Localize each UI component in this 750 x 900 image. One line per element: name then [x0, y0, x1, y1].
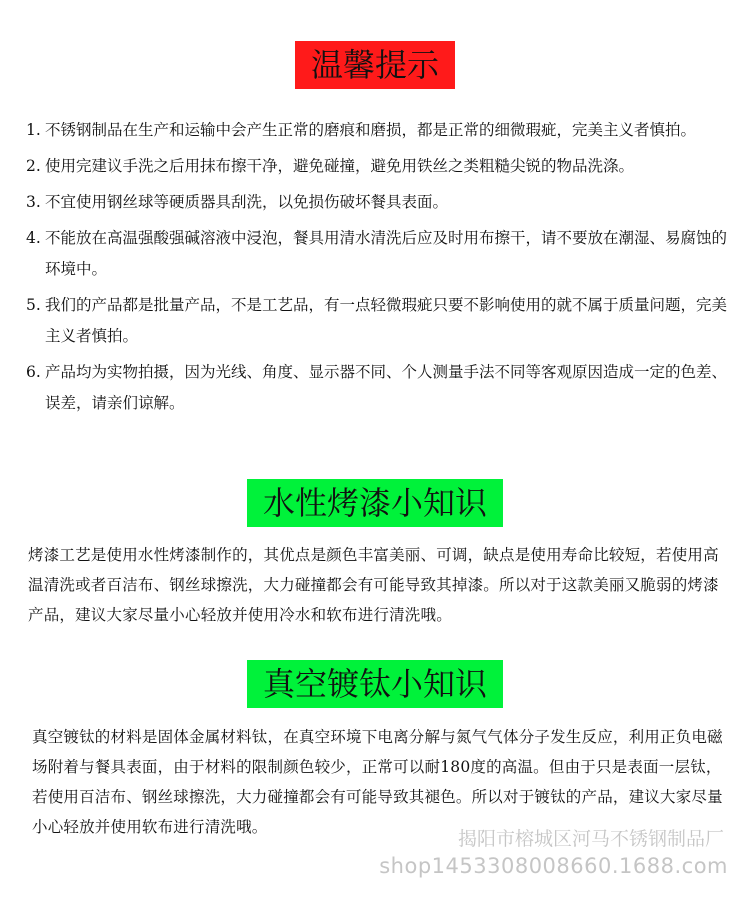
vacuum-titanium-knowledge-heading: 真空镀钛小知识	[247, 660, 503, 708]
vacuum-titanium-paragraph: 真空镀钛的材料是固体金属材料钛，在真空环境下电离分解与氮气气体分子发生反应，利用正负电磁场附着与餐具表面，由于材料的限制颜色较少，正常可以耐180度的高温。但由于只是表面一层钛，若使用百洁布、钢丝球擦洗，大力碰撞都会有可能导致其褪色。所以对于镀钛的产品，建议大家尽量小心轻放并使用软布进行清洗哦。	[32, 728, 723, 836]
list-item	[26, 290, 728, 352]
list-item-text: 不能放在高温强酸强碱溶液中浸泡，餐具用清水清洗后应及时用布擦干，请不要放在潮湿、易腐蚀的环境中。	[45, 229, 728, 278]
list-item-text: 产品均为实物拍摄，因为光线、角度、显示器不同、个人测量手法不同等客观原因造成一定的色差、误差，请亲们谅解。	[45, 363, 728, 412]
water-paint-knowledge-heading: 水性烤漆小知识	[247, 479, 503, 527]
list-item-number: 1.	[26, 121, 41, 139]
list-item-text: 使用完建议手洗之后用抹布擦干净，避免碰撞，避免用铁丝之类粗糙尖锐的物品洗涤。	[45, 157, 635, 175]
list-item-text: 我们的产品都是批量产品，不是工艺品，有一点轻微瑕疵只要不影响使用的就不属于质量问题，完美主义者慎拍。	[45, 296, 728, 345]
list-item-number: 4.	[26, 229, 41, 247]
list-item-number: 3.	[26, 193, 41, 211]
watermark-company: 揭阳市榕城区河马不锈钢制品厂	[457, 828, 724, 850]
list-item-number: 5.	[26, 296, 41, 314]
list-item-text: 不锈钢制品在生产和运输中会产生正常的磨痕和磨损，都是正常的细微瑕疵，完美主义者慎拍。	[45, 121, 697, 139]
warm-tips-heading: 温馨提示	[295, 41, 455, 89]
water-paint-paragraph: 烤漆工艺是使用水性烤漆制作的，其优点是颜色丰富美丽、可调，缺点是使用寿命比较短，若使用高温清洗或者百洁布、钢丝球擦洗，大力碰撞都会有可能导致其掉漆。所以对于这款美丽又脆弱的烤漆产品，建议大家尽量小心轻放并使用冷水和软布进行清洗哦。	[28, 546, 719, 624]
list-item	[26, 151, 728, 182]
list-item	[26, 357, 728, 419]
list-item	[26, 187, 728, 218]
list-item-number: 6.	[26, 363, 41, 381]
list-item-text: 不宜使用钢丝球等硬质器具刮洗，以免损伤破坏餐具表面。	[45, 193, 449, 211]
tips-list	[26, 115, 728, 424]
watermark-shop-url: shop1453308008660.1688.com	[379, 854, 728, 878]
list-item	[26, 223, 728, 285]
list-item-number: 2.	[26, 157, 41, 175]
list-item	[26, 115, 728, 146]
